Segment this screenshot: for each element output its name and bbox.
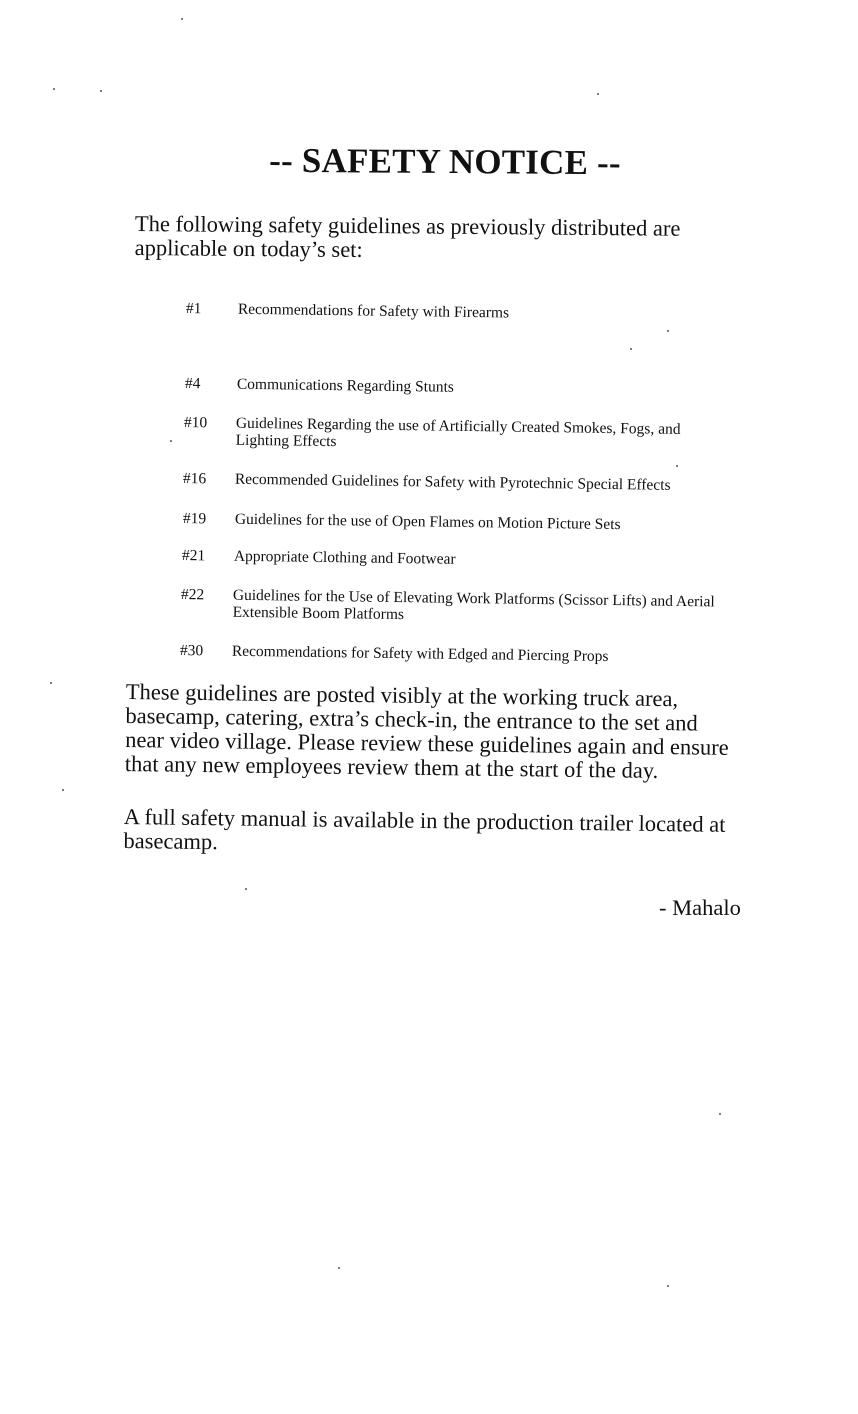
guideline-title: Recommended Guidelines for Safety with Pyrotechnic Special Effects bbox=[234, 470, 671, 494]
guideline-number: #19 bbox=[182, 510, 207, 528]
manual-paragraph: A full safety manual is available in the production trailer located at basecamp. bbox=[123, 804, 726, 855]
scan-speck bbox=[53, 88, 55, 90]
scan-speck bbox=[170, 440, 172, 442]
guideline-title: Recommendations for Safety with Edged and Piercing Props bbox=[231, 642, 609, 665]
intro-paragraph: The following safety guidelines as previously distributed are applicable on today’s set: bbox=[134, 211, 681, 262]
scan-speck bbox=[181, 18, 183, 20]
guideline-title: Communications Regarding Stunts bbox=[236, 375, 454, 396]
guideline-title: Guidelines Regarding the use of Artificially Created Smokes, Fogs, and Lighting Effects bbox=[235, 414, 681, 451]
scan-speck bbox=[100, 90, 102, 92]
guideline-title: Appropriate Clothing and Footwear bbox=[233, 547, 456, 568]
scan-speck bbox=[62, 789, 64, 791]
scan-speck bbox=[719, 1113, 721, 1115]
guideline-number: #22 bbox=[180, 586, 205, 604]
guideline-title: Guidelines for the use of Open Flames on Motion Picture Sets bbox=[234, 510, 621, 534]
guideline-number: #10 bbox=[183, 414, 208, 432]
scan-speck bbox=[667, 330, 669, 332]
guideline-number: #1 bbox=[185, 300, 202, 318]
scan-speck bbox=[50, 682, 52, 684]
scan-speck bbox=[597, 93, 599, 95]
guideline-number: #21 bbox=[181, 547, 206, 565]
scan-speck bbox=[245, 888, 247, 890]
scan-speck bbox=[676, 465, 678, 467]
posting-paragraph: These guidelines are posted visibly at the working truck area, basecamp, catering, extra’s check-in, the entrance to the set and near video village. Please review these guidelines again and ensure that any new employees review them at the start of the day. bbox=[124, 679, 729, 783]
guideline-number: #4 bbox=[184, 375, 201, 393]
notice-title: -- SAFETY NOTICE -- bbox=[269, 140, 621, 183]
scan-speck bbox=[338, 1267, 340, 1269]
signoff: - Mahalo bbox=[659, 895, 741, 920]
guideline-title: Recommendations for Safety with Firearms bbox=[237, 300, 510, 322]
scan-speck bbox=[667, 1285, 669, 1287]
guideline-number: #30 bbox=[179, 642, 204, 660]
scan-speck bbox=[630, 348, 632, 350]
guideline-number: #16 bbox=[182, 470, 207, 488]
guideline-title: Guidelines for the Use of Elevating Work Platforms (Scissor Lifts) and Aerial Extensible Boom Platforms bbox=[232, 586, 715, 624]
